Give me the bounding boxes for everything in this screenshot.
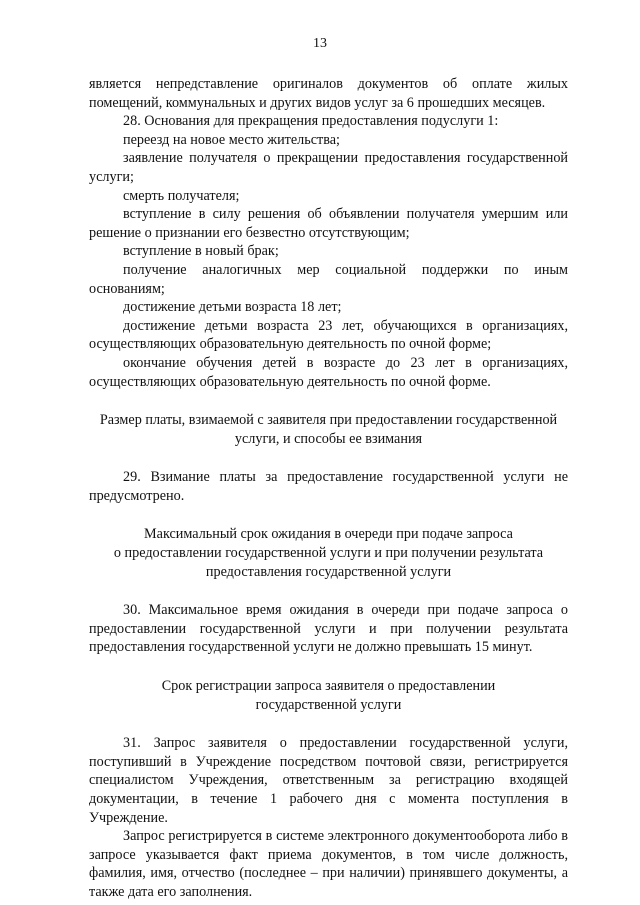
list-item: окончание обучения детей в возрасте до 23 лет в организациях, осуществляющих образовательную деятельность по очной форме. xyxy=(89,354,568,390)
page-number: 13 xyxy=(313,36,327,51)
list-item: достижение детьми возраста 18 лет; xyxy=(123,299,342,316)
heading-line: Срок регистрации запроса заявителя о предоставлении xyxy=(161,678,496,695)
paragraph-31-continued: Запрос регистрируется в системе электронного документооборота либо в запросе указывается факт приема документов, в том числе должность, фамилия, имя, отчество (последнее – при наличии) принявшего документы, а также дата его заполнения. xyxy=(89,828,568,900)
heading-line: о предоставлении государственной услуги и при получении результата xyxy=(113,545,544,562)
section-heading-registration xyxy=(89,677,568,714)
heading-line: Максимальный срок ожидания в очереди при подаче запроса xyxy=(144,526,513,543)
list-item: получение аналогичных мер социальной поддержки по иным основаниям; xyxy=(89,261,568,297)
spacer xyxy=(89,714,568,734)
heading-line: предоставления государственной услуги xyxy=(205,563,452,580)
paragraph-31: 31. Запрос заявителя о предоставлении государственной услуги, поступивший в Учреждение посредством почтовой связи, регистрируется специалистом Учреждения, ответственным за регистрацию входящей документации, в течение 1 рабочего дня с момента поступления в Учреждение. xyxy=(89,735,568,826)
section-heading-queue xyxy=(89,525,568,581)
spacer xyxy=(89,505,568,525)
list-item: вступление в силу решения об объявлении получателя умершим или решение о признании его безвестно отсутствующим; xyxy=(89,206,568,241)
heading-line: государственной услуги xyxy=(255,696,402,713)
paragraph-30: 30. Максимальное время ожидания в очереди при подаче запроса о предоставлении государственной услуги и при получении результата предоставления государственной услуги не должно превышать 15 минут. xyxy=(89,602,568,656)
paragraph-29: 29. Взимание платы за предоставление государственной услуги не предусмотрено. xyxy=(89,469,568,504)
spacer xyxy=(89,391,568,411)
spacer xyxy=(89,581,568,601)
list-item: вступление в новый брак; xyxy=(123,243,279,260)
list-item: смерть получателя; xyxy=(123,187,240,204)
spacer xyxy=(89,657,568,677)
section-heading-fee: Размер платы, взимаемой с заявителя при предоставлении государственной услуги, и способы ее взимания xyxy=(99,412,558,447)
paragraph-28: 28. Основания для прекращения предоставления подуслуги 1: xyxy=(123,113,499,130)
document-body xyxy=(89,75,568,902)
spacer xyxy=(89,448,568,468)
list-item: переезд на новое место жительства; xyxy=(123,131,340,148)
list-item: заявление получателя о прекращении предоставления государственной услуги; xyxy=(89,150,568,185)
paragraph-continuation: является непредставление оригиналов документов об оплате жилых помещений, коммунальных и других видов услуг за 6 прошедших месяцев. xyxy=(89,76,568,111)
list-item: достижение детьми возраста 23 лет, обучающихся в организациях, осуществляющих образовательную деятельность по очной форме; xyxy=(89,317,568,353)
